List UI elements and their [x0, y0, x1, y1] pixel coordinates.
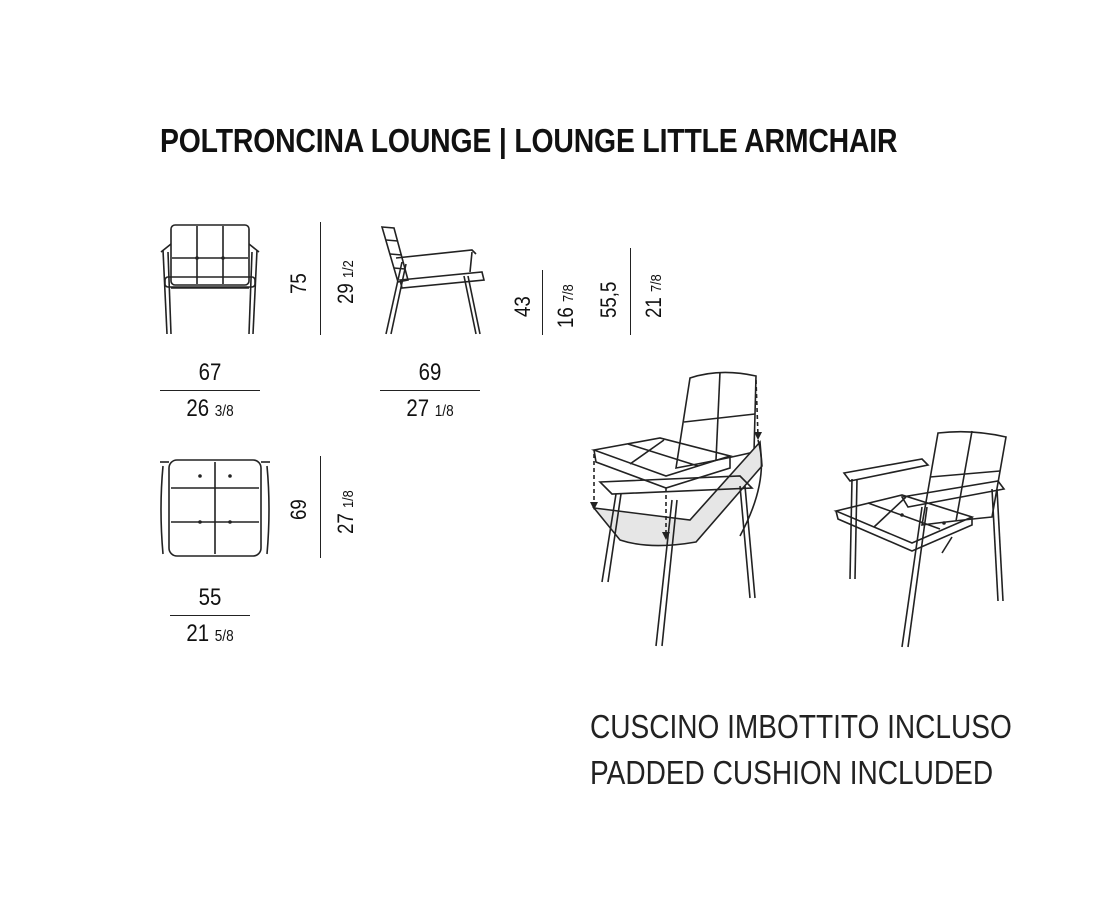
front-width-dimension — [160, 358, 260, 426]
front-width-inch: 26 3/8 — [186, 395, 234, 422]
note-italian: CUSCINO IMBOTTITO INCLUSO — [590, 708, 1012, 745]
front-width-cm: 67 — [198, 359, 222, 386]
top-depth-cm: 69 — [286, 499, 311, 520]
seat-height-cm: 43 — [510, 296, 535, 317]
arm-height-inch: 21 7/8 — [641, 274, 666, 318]
exploded-cushion-perspective — [580, 360, 780, 660]
front-height-inch: 29 1/2 — [333, 260, 358, 304]
top-depth-inch: 27 1/8 — [333, 490, 358, 534]
note-english: PADDED CUSHION INCLUDED — [590, 754, 994, 791]
side-view-drawing — [372, 222, 492, 340]
front-view-drawing — [155, 222, 265, 340]
front-height-cm: 75 — [286, 273, 311, 294]
side-depth-dimension — [380, 358, 480, 426]
top-width-inch: 21 5/8 — [186, 620, 234, 647]
side-depth-inch: 27 1/8 — [406, 395, 454, 422]
arm-height-cm: 55,5 — [596, 281, 621, 318]
arm-height-dimension — [596, 248, 666, 335]
seat-height-inch: 16 7/8 — [553, 284, 578, 328]
diagram-title: POLTRONCINA LOUNGE | LOUNGE LITTLE ARMCHAIR — [160, 122, 898, 159]
front-height-dimension — [286, 222, 358, 335]
top-width-cm: 55 — [198, 584, 222, 611]
seat-height-dimension — [510, 270, 578, 335]
top-depth-dimension — [286, 456, 358, 558]
assembled-chair-perspective — [832, 425, 1017, 655]
top-view-drawing — [155, 454, 275, 562]
top-width-dimension — [170, 583, 250, 651]
side-depth-cm: 69 — [418, 359, 442, 386]
